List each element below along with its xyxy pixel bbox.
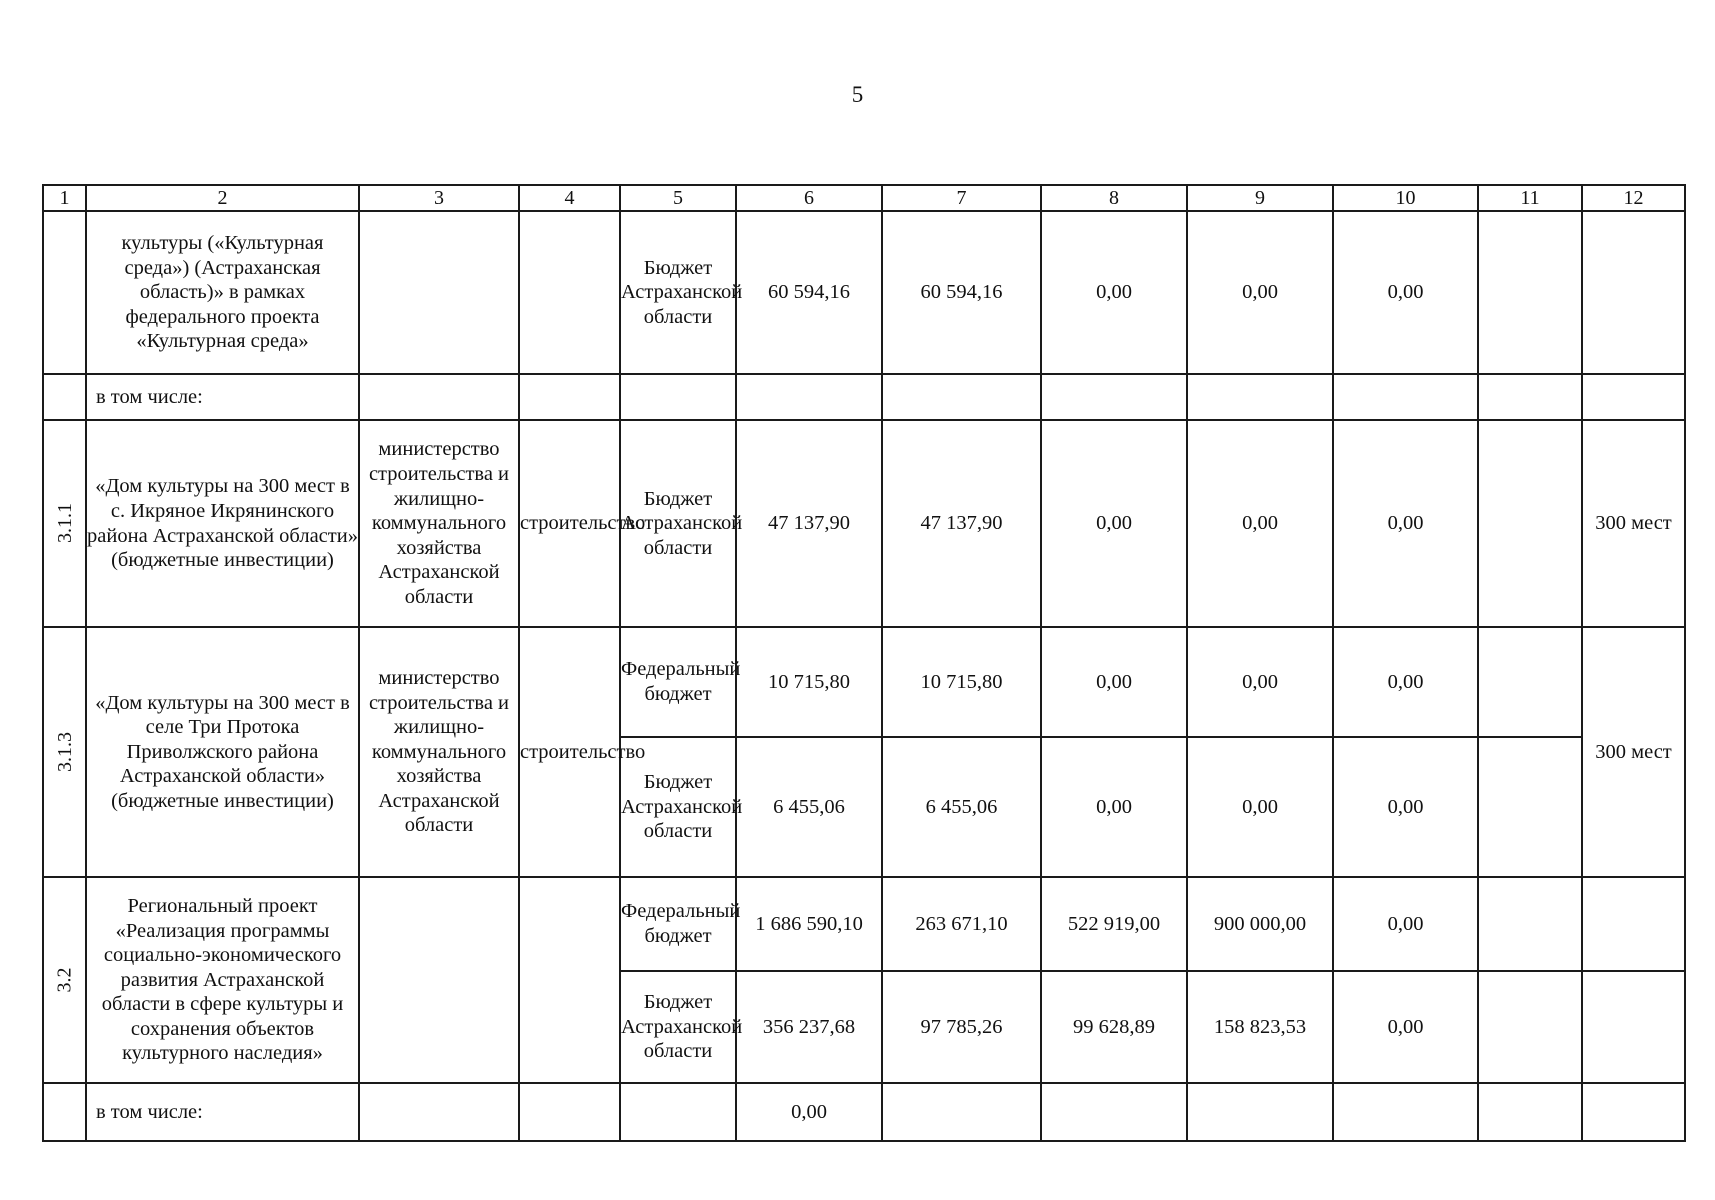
value-col-11 — [1478, 1083, 1582, 1141]
funding-source — [620, 1083, 736, 1141]
value-col-7: 47 137,90 — [882, 420, 1041, 627]
value-col-11 — [1478, 420, 1582, 627]
value-col-12 — [1582, 877, 1685, 971]
value-col-9: 0,00 — [1187, 627, 1333, 737]
value-col-10 — [1333, 374, 1478, 420]
funding-source: Бюджет Астраханской области — [620, 737, 736, 877]
type-cell — [519, 877, 620, 1083]
row-description: Региональный проект «Реализация программы социально-экономического развития Астраханской области в сфере культуры и сохранения объектов культурного наследия» — [86, 877, 359, 1083]
value-col-10 — [1333, 1083, 1478, 1141]
header-col-3: 3 — [359, 185, 519, 211]
value-col-8: 0,00 — [1041, 737, 1187, 877]
type-cell — [519, 1083, 620, 1141]
including-label: в том числе: — [86, 374, 359, 420]
funding-source: Бюджет Астраханской области — [620, 211, 736, 374]
header-col-6: 6 — [736, 185, 882, 211]
header-row — [43, 185, 1685, 211]
value-col-12 — [1582, 971, 1685, 1083]
funding-source: Федеральный бюджет — [620, 627, 736, 737]
type-cell — [519, 374, 620, 420]
value-col-6: 6 455,06 — [736, 737, 882, 877]
value-col-7 — [882, 374, 1041, 420]
header-col-4: 4 — [519, 185, 620, 211]
page-number: 5 — [851, 82, 864, 107]
value-col-12: 300 мест — [1582, 420, 1685, 627]
table-row — [43, 627, 1685, 737]
value-col-9: 900 000,00 — [1187, 877, 1333, 971]
value-col-11 — [1478, 737, 1582, 877]
value-col-10: 0,00 — [1333, 737, 1478, 877]
value-col-7: 6 455,06 — [882, 737, 1041, 877]
header-col-10: 10 — [1333, 185, 1478, 211]
value-col-8 — [1041, 374, 1187, 420]
value-col-11 — [1478, 877, 1582, 971]
header-col-5: 5 — [620, 185, 736, 211]
value-col-8: 0,00 — [1041, 420, 1187, 627]
value-col-11 — [1478, 971, 1582, 1083]
value-col-6: 356 237,68 — [736, 971, 882, 1083]
row-number: 3.1.1 — [53, 503, 76, 544]
value-col-7: 263 671,10 — [882, 877, 1041, 971]
header-col-2: 2 — [86, 185, 359, 211]
header-col-9: 9 — [1187, 185, 1333, 211]
row-number: 3.1.3 — [53, 731, 76, 772]
value-col-6: 60 594,16 — [736, 211, 882, 374]
value-col-7 — [882, 1083, 1041, 1141]
executor-cell: министерство строительства и жилищно-коммунального хозяйства Астраханской области — [359, 420, 519, 627]
value-col-9: 0,00 — [1187, 737, 1333, 877]
row-number-cell — [43, 374, 86, 420]
value-col-11 — [1478, 627, 1582, 737]
header-col-1: 1 — [43, 185, 86, 211]
value-col-6: 1 686 590,10 — [736, 877, 882, 971]
type-cell — [519, 211, 620, 374]
value-col-8: 99 628,89 — [1041, 971, 1187, 1083]
value-col-8: 0,00 — [1041, 211, 1187, 374]
row-number-cell — [43, 877, 86, 1083]
row-description: «Дом культуры на 300 мест в селе Три Протока Приволжского района Астраханской области» (бюджетные инвестиции) — [86, 627, 359, 877]
value-col-12 — [1582, 1083, 1685, 1141]
value-col-10: 0,00 — [1333, 971, 1478, 1083]
value-col-11 — [1478, 211, 1582, 374]
table-row — [43, 211, 1685, 374]
funding-source: Федеральный бюджет — [620, 877, 736, 971]
value-col-9: 158 823,53 — [1187, 971, 1333, 1083]
value-col-10: 0,00 — [1333, 627, 1478, 737]
value-col-8: 0,00 — [1041, 627, 1187, 737]
row-description: «Дом культуры на 300 мест в с. Икряное Икрянинского района Астраханской области» (бюджетные инвестиции) — [86, 420, 359, 627]
value-col-6: 10 715,80 — [736, 627, 882, 737]
executor-cell — [359, 1083, 519, 1141]
value-col-7: 60 594,16 — [882, 211, 1041, 374]
value-col-9: 0,00 — [1187, 420, 1333, 627]
table-row — [43, 1083, 1685, 1141]
type-cell: строительство — [519, 420, 620, 627]
row-number-cell — [43, 627, 86, 877]
executor-cell — [359, 877, 519, 1083]
funding-source: Бюджет Астраханской области — [620, 971, 736, 1083]
value-col-12 — [1582, 211, 1685, 374]
value-col-8 — [1041, 1083, 1187, 1141]
header-col-8: 8 — [1041, 185, 1187, 211]
value-col-7: 10 715,80 — [882, 627, 1041, 737]
header-col-12: 12 — [1582, 185, 1685, 211]
value-col-11 — [1478, 374, 1582, 420]
funding-source — [620, 374, 736, 420]
budget-table — [42, 184, 1686, 1142]
table-row — [43, 374, 1685, 420]
table-header — [43, 185, 1685, 211]
executor-cell — [359, 374, 519, 420]
value-col-9 — [1187, 374, 1333, 420]
value-col-9: 0,00 — [1187, 211, 1333, 374]
value-col-10: 0,00 — [1333, 877, 1478, 971]
executor-cell: министерство строительства и жилищно-коммунального хозяйства Астраханской области — [359, 627, 519, 877]
value-col-6 — [736, 374, 882, 420]
row-number-cell — [43, 211, 86, 374]
executor-cell — [359, 211, 519, 374]
value-col-10: 0,00 — [1333, 211, 1478, 374]
value-col-12 — [1582, 374, 1685, 420]
header-col-11: 11 — [1478, 185, 1582, 211]
value-col-10: 0,00 — [1333, 420, 1478, 627]
funding-source: Бюджет Астраханской области — [620, 420, 736, 627]
value-col-8: 522 919,00 — [1041, 877, 1187, 971]
value-col-9 — [1187, 1083, 1333, 1141]
value-col-6: 47 137,90 — [736, 420, 882, 627]
table-row — [43, 420, 1685, 627]
including-label: в том числе: — [86, 1083, 359, 1141]
type-cell: строительство — [519, 627, 620, 877]
table-body — [43, 211, 1685, 1141]
value-col-12: 300 мест — [1582, 627, 1685, 877]
row-number-cell — [43, 1083, 86, 1141]
row-number-cell — [43, 420, 86, 627]
header-col-7: 7 — [882, 185, 1041, 211]
row-description: культуры («Культурная среда») (Астраханская область)» в рамках федерального проекта «Культурная среда» — [86, 211, 359, 374]
value-col-7: 97 785,26 — [882, 971, 1041, 1083]
row-number: 3.2 — [53, 967, 76, 993]
value-col-6: 0,00 — [736, 1083, 882, 1141]
table-row — [43, 877, 1685, 971]
